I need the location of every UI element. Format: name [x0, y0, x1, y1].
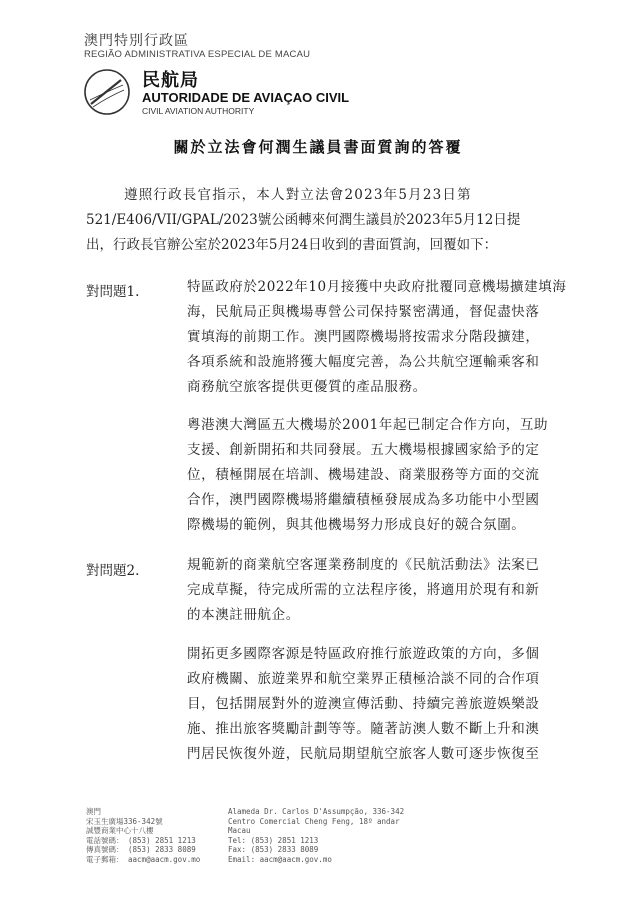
footer-address-zh [86, 807, 231, 865]
paragraph-line: 商務航空旅客提供更優質的產品服務。 [187, 379, 427, 395]
paragraph-line: 粵港澳大灣區五大機場於2001年起已制定合作方向，互助 [187, 417, 549, 433]
paragraph-line: 施、推出旅客獎勵計劃等等。隨著訪澳人數不斷上升和澳 [187, 721, 540, 737]
authority-name-zh: 民航局 [142, 70, 199, 91]
paragraph-line: 完成草擬，待完成所需的立法程序後，將適用於現有和新 [187, 582, 540, 598]
answer-label-2: 對問題2. [86, 563, 140, 579]
answer-2-paragraph-2 [187, 642, 555, 767]
footer-email-link[interactable]: Email: aacm@aacm.gov.mo [228, 854, 332, 864]
paragraph-line: 合作，澳門國際機場將繼續積極發展成為多功能中小型國 [187, 492, 540, 508]
government-name-pt: REGIÃO ADMINISTRATIVA ESPECIAL DE MACAU [84, 49, 311, 60]
paragraph-line: 實填海的前期工作。澳門國際機場將按需求分階段擴建， [187, 329, 540, 345]
paragraph-line: 支援、創新開拓和共同發展。五大機場根據國家給予的定 [187, 442, 540, 458]
footer-line: Tel: (853) 2851 1213 [228, 835, 319, 845]
authority-name-pt: AUTORIDADE DE AVIAÇAO CIVIL [142, 90, 350, 105]
footer-line: 宋玉生廣場336-342號 [86, 816, 163, 826]
paragraph-line: 政府機關、旅遊業界和航空業界正積極洽談不同的合作項 [187, 671, 540, 687]
footer-line: 誠豐商業中心十八樓 [86, 826, 154, 836]
paragraph-line: 目，包括開展對外的遊澳宣傳活動、持續完善旅遊娛樂設 [187, 696, 540, 712]
footer-line: 傳真號碼： (853) 2833 8089 [86, 845, 196, 855]
answer-2-paragraph-1 [187, 553, 555, 628]
intro-line: 遵照行政長官指示，本人對立法會2023年5月23日第 [124, 187, 472, 203]
footer-line: 澳門 [86, 807, 101, 816]
footer-line: Alameda Dr. Carlos D'Assumpção, 336-342 [228, 807, 405, 816]
intro-line: 521/E406/VII/GPAL/2023號公函轉來何潤生議員於2023年5月12日提 [86, 212, 521, 228]
paragraph-line: 位，積極開展在培訓、機場建設、商業服務等方面的交流 [187, 467, 540, 483]
footer-address-pt [228, 807, 488, 865]
footer-line: Centro Comercial Cheng Feng, 18º andar [228, 816, 400, 826]
answer-1-paragraph-2 [187, 413, 555, 538]
paragraph-line: 各項系統和設施將獲大幅度完善，為公共航空運輸乘客和 [187, 354, 540, 370]
aviation-logo-icon [82, 67, 132, 117]
paragraph-line: 規範新的商業航空客運業務制度的《民航活動法》法案已 [187, 557, 540, 573]
intro-paragraph [86, 183, 548, 258]
paragraph-line: 海，民航局正與機場專營公司保持緊密溝通，督促盡快落 [187, 304, 540, 320]
footer-line: Macau [228, 826, 251, 836]
footer-line: Fax: (853) 2833 8089 [228, 845, 319, 855]
document-title: 關於立法會何潤生議員書面質詢的答覆 [173, 138, 463, 156]
answer-label-1: 對問題1. [86, 284, 140, 300]
government-name-zh: 澳門特別行政區 [84, 33, 189, 49]
paragraph-line: 的本澳註冊航企。 [187, 607, 300, 623]
footer-line: 電話號碼： (853) 2851 1213 [86, 835, 196, 845]
paragraph-line: 際機場的範例，與其他機場努力形成良好的競合氛圍。 [187, 517, 526, 533]
paragraph-line: 門居民恢復外遊，民航局期望航空旅客人數可逐步恢復至 [187, 746, 540, 762]
footer-email-link[interactable]: 電子郵箱： aacm@aacm.gov.mo [86, 854, 201, 864]
paragraph-line: 特區政府於2022年10月接獲中央政府批覆同意機場擴建填海 [187, 279, 567, 295]
paragraph-line: 開拓更多國際客源是特區政府推行旅遊政策的方向，多個 [187, 646, 540, 662]
answer-1-paragraph-1 [187, 275, 567, 400]
intro-line: 出，行政長官辦公室於2023年5月24日收到的書面質詢，回覆如下： [86, 237, 498, 253]
letterhead [84, 30, 604, 120]
authority-name-en: CIVIL AVIATION AUTHORITY [142, 106, 255, 116]
contact-footer [86, 807, 566, 867]
